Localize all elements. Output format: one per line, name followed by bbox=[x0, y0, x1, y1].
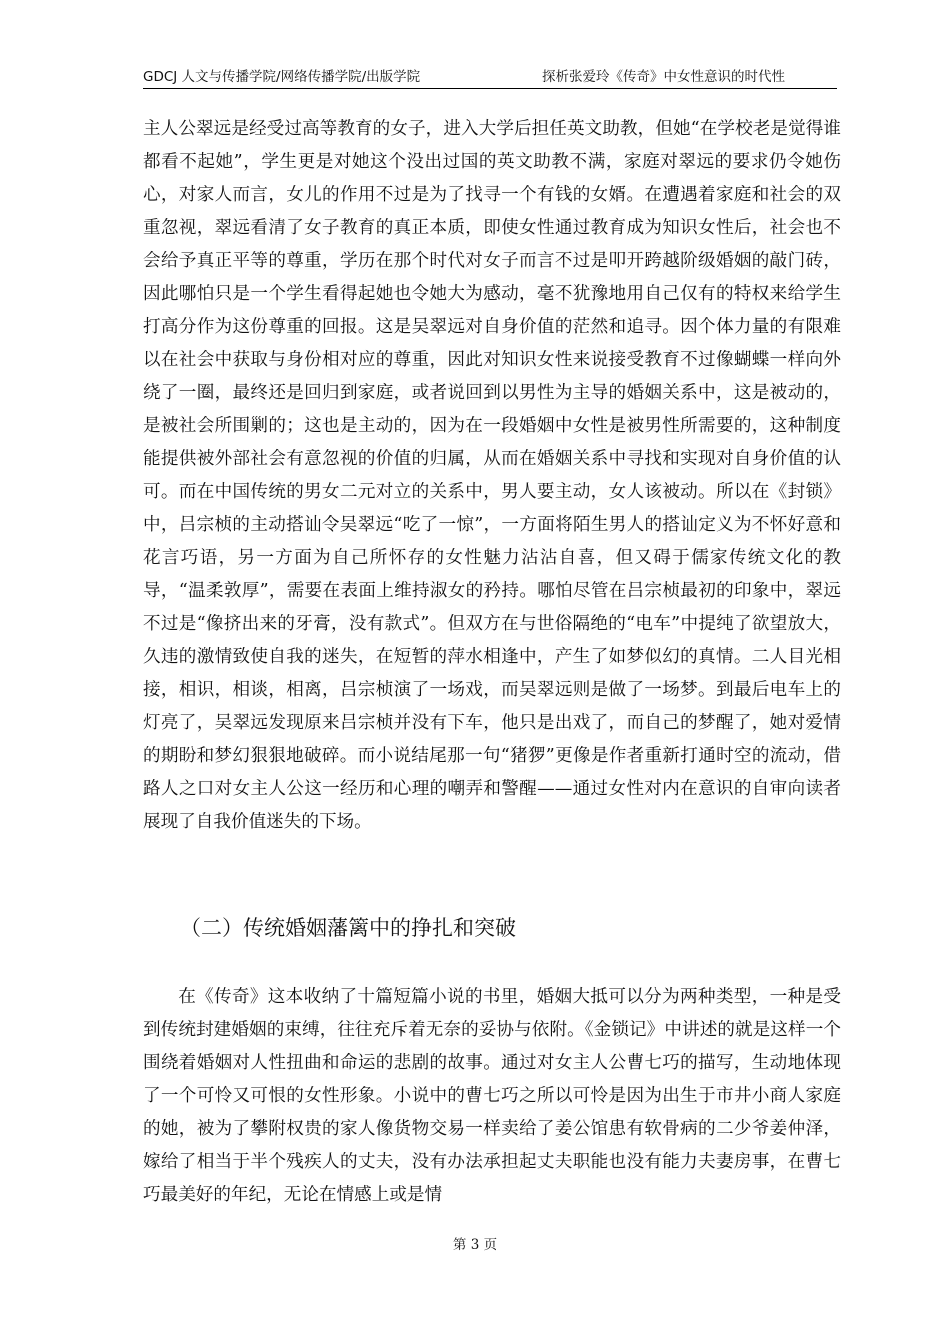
body-paragraph-1 bbox=[143, 113, 841, 839]
running-header bbox=[143, 66, 837, 89]
header-paper-title: 探析张爱玲《传奇》中女性意识的时代性 bbox=[542, 69, 785, 85]
page-number: 第 3 页 bbox=[452, 1237, 498, 1253]
header-institution: GDCJ 人文与传播学院/网络传播学院/出版学院 bbox=[143, 69, 421, 85]
section-heading: （二）传统婚姻藩篱中的挣扎和突破 bbox=[180, 916, 516, 940]
body-paragraph-2 bbox=[143, 981, 841, 1212]
paragraph-text: 在《传奇》这本收纳了十篇短篇小说的书里，婚姻大抵可以分为两种类型，一种是受到传统封建婚姻的束缚，往往充斥着无奈的妥协与依附。《金锁记》中讲述的就是这样一个围绕着婚姻对人性扭曲和命运的悲剧的故事。通过对女主人公曹七巧的描写，生动地体现了一个可怜又可恨的女性形象。小说中的曹七巧之所以可怜是因为出生于市井小商人家庭的她，被为了攀附权贵的家人像货物交易一样卖给了姜公馆患有软骨病的二少爷姜仲泽，嫁给了相当于半个残疾人的丈夫，没有办法承担起丈夫职能也没有能力夫妻房事，在曹七巧最美好的年纪，无论在情感上或是情 bbox=[143, 987, 841, 1205]
paragraph-text: 主人公翠远是经受过高等教育的女子，进入大学后担任英文助教，但她“在学校老是觉得谁都看不起她”，学生更是对她这个没出过国的英文助教不满，家庭对翠远的要求仍令她伤心，对家人而言，女儿的作用不过是为了找寻一个有钱的女婿。在遭遇着家庭和社会的双重忽视，翠远看清了女子教育的真正本质，即使女性通过教育成为知识女性后，社会也不会给予真正平等的尊重，学历在那个时代对女子而言不过是叩开跨越阶级婚姻的敲门砖，因此哪怕只是一个学生看得起她也令她大为感动，毫不犹豫地用自己仅有的特权来给学生打高分作为这份尊重的回报。这是吴翠远对自身价值的茫然和追寻。因个体力量的有限难以在社会中获取与身份相对应的尊重，因此对知识女性来说接受教育不过像蝴蝶一样向外绕了一圈，最终还是回归到家庭，或者说回到以男性为主导的婚姻关系中，这是被动的，是被社会所围剿的；这也是主动的，因为在一段婚姻中女性是被男性所需要的，这种制度能提供被外部社会有意忽视的价值的归属，从而在婚姻关系中寻找和实现对自身价值的认可。而在中国传统的男女二元对立的关系中，男人要主动，女人该被动。所以在《封锁》中，吕宗桢的主动搭讪令吴翠远“吃了一惊”，一方面将陌生男人的搭讪定义为不怀好意和花言巧语，另一方面为自己所怀存的女性魅力沾沾自喜，但又碍于儒家传统文化的教导，“温柔敦厚”，需要在表面上维持淑女的矜持。哪怕尽管在吕宗桢最初的印象中，翠远不过是“像挤出来的牙膏，没有款式”。但双方在与世俗隔绝的“电车”中提纯了欲望放大，久违的激情致使自我的迷失，在短暂的萍水相逢中，产生了如梦似幻的真情。二人目光相接，相识，相谈，相离，吕宗桢演了一场戏，而吴翠远则是做了一场梦。到最后电车上的灯亮了，吴翠远发现原来吕宗桢并没有下车，他只是出戏了，而自己的梦醒了，她对爱情的期盼和梦幻狠狠地破碎。而小说结尾那一句“猪猡”更像是作者重新打通时空的流动，借路人之口对女主人公这一经历和心理的嘲弄和警醒——通过女性对内在意识的自审向读者展现了自我价值迷失的下场。 bbox=[143, 119, 841, 832]
